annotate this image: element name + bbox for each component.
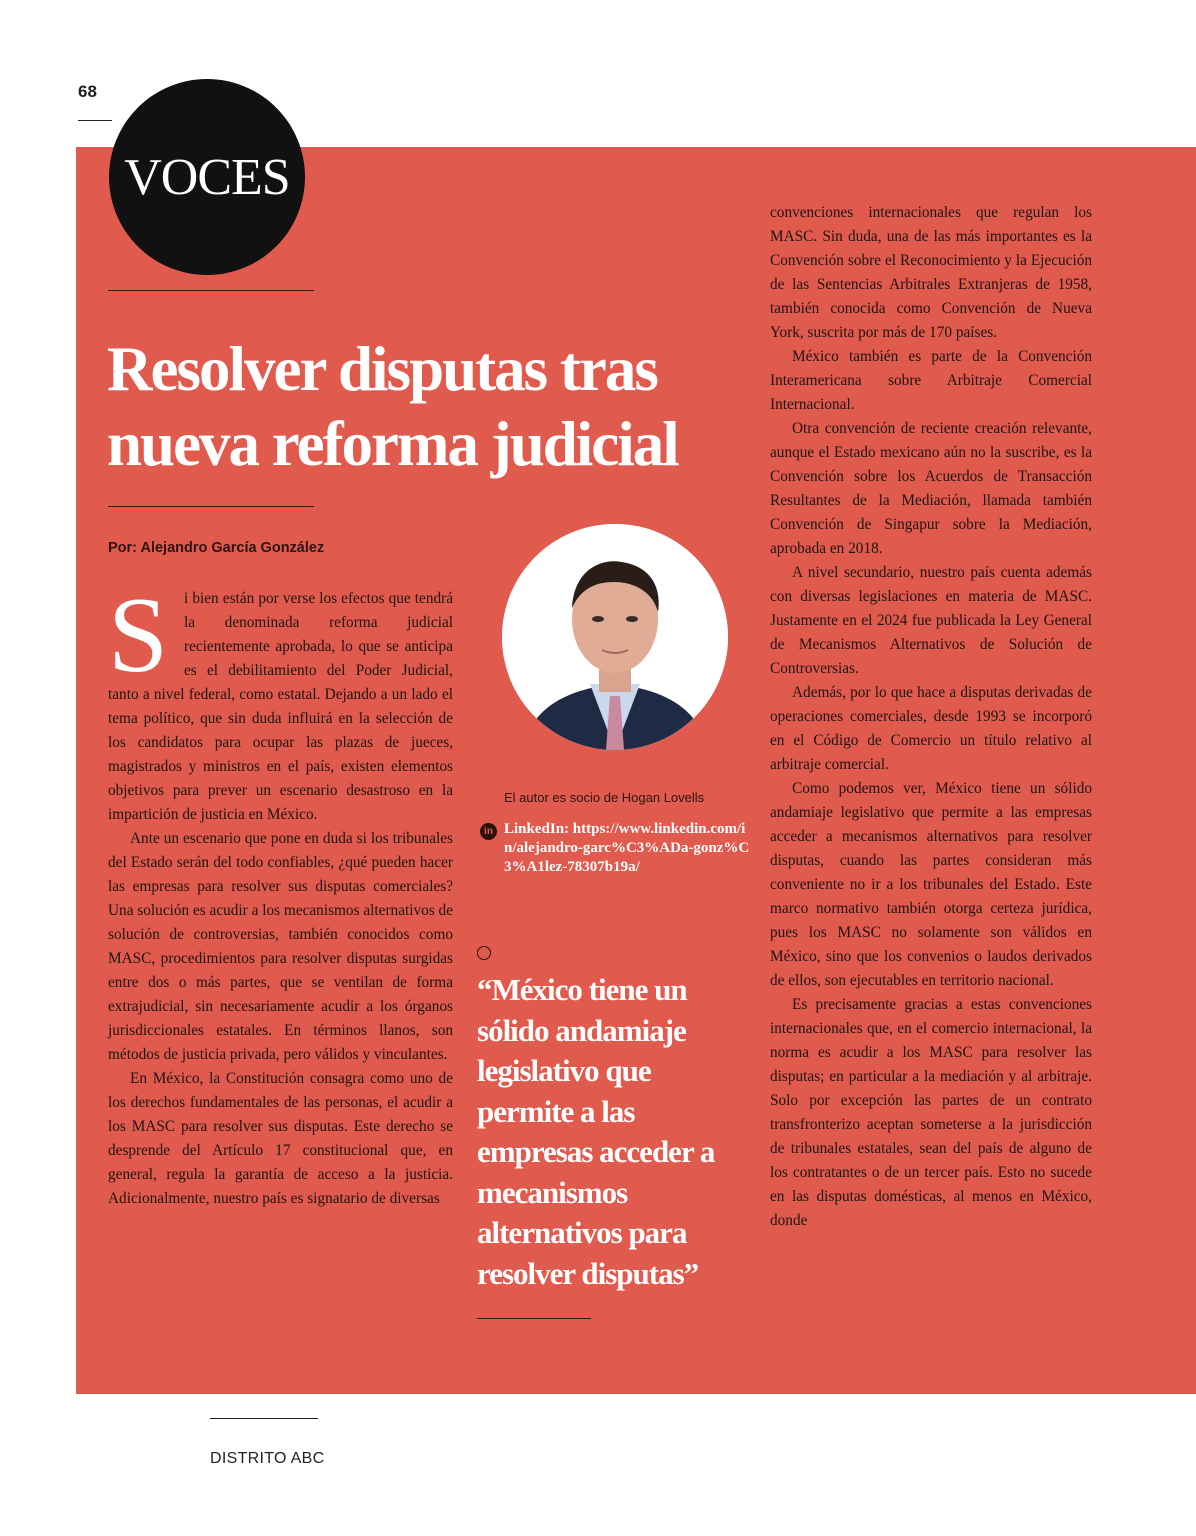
article-title: Resolver disputas tras nueva reforma judicial [107, 334, 678, 479]
drop-cap: S [108, 576, 169, 695]
article-column-right [770, 201, 1092, 1233]
paragraph: En México, la Constitución consagra como uno de los derechos fundamentales de las personas, el acudir a los MASC para resolver sus disputas. Este derecho se desprende del Artículo 17 constitucional que, en general, regula la garantía de acceso a la justicia. Adicionalmente, nuestro país es signatario de diversas [108, 1070, 453, 1207]
byline: Por: Alejandro García González [108, 540, 325, 556]
pull-quote-rule [477, 1318, 591, 1319]
header-rule [78, 120, 112, 121]
title-bottom-rule [108, 506, 314, 507]
paragraph: Es precisamente gracias a estas convenciones internacionales que, en el comercio internacional, la norma es acudir a los MASC para resolver las disputas; en particular a la mediación y al arbitraje. Solo por excepción las partes de un contrato transfronterizo aceptan someterse a la jurisdicción de tribunales estatales, sean del país de alguno de los contratantes o de un tercer país. Esto no sucede en las disputas domésticas, al menos en México, donde [770, 996, 1092, 1229]
author-photo [502, 524, 728, 750]
page-number: 68 [78, 82, 97, 101]
paragraph: convenciones internacionales que regulan los MASC. Sin duda, una de las más importantes es la Convención sobre el Reconocimiento y la Ejecución de las Sentencias Arbitrales Extranjeras de 1958, también conocida como Convención de Nueva York, suscrita por más de 170 países. [770, 204, 1092, 341]
paragraph: Como podemos ver, México tiene un sólido andamiaje legislativo que permite a las empresas acceder a mecanismos alternativos para resolver disputas, cuando las partes consideran más conveniente no ir a los tribunales del Estado. Este marco normativo también otorga certeza jurídica, pues los MASC no solamente son válidos en México, sino que los convenios o laudos derivados de ellos, son ejecutables en territorio nacional. [770, 780, 1092, 989]
paragraph: Ante un escenario que pone en duda si los tribunales del Estado serán del todo confiables, ¿qué pueden hacer las empresas para resolver sus disputas comerciales? Una solución es acudir a los mecanismos alternativos de solución de controversias, también conocidos como MASC, procedimientos para resolver disputas surgidas entre dos o más partes, que se ventilan de forma extrajudicial, sin necesariamente acudir a los órganos jurisdiccionales estatales. En términos llanos, son métodos de justicia privada, pero válidos y vinculantes. [108, 830, 453, 1063]
paragraph: México también es parte de la Convención Interamericana sobre Arbitraje Comercial Internacional. [770, 348, 1092, 413]
paragraph [108, 576, 453, 827]
paragraph: A nivel secundario, nuestro país cuenta además con diversas legislaciones en materia de MASC. Justamente en el 2024 fue publicada la Ley General de Mecanismos Alternativos de Solución de Controversias. [770, 564, 1092, 677]
section-badge [109, 79, 305, 275]
author-portrait-image [502, 524, 728, 750]
pull-quote: “México tiene un sólido andamiaje legislativo que permite a las empresas acceder a mecanismos alternativos para resolver disputas” [477, 972, 715, 1291]
title-top-rule [108, 290, 314, 291]
footer-rule [210, 1418, 318, 1419]
quote-bullet-icon [477, 946, 491, 960]
linkedin-block [480, 820, 750, 877]
linkedin-icon: in [480, 823, 497, 840]
article-column-left [108, 576, 453, 1211]
photo-caption: El autor es socio de Hogan Lovells [504, 790, 705, 805]
publication-name: DISTRITO ABC [210, 1450, 325, 1467]
paragraph: Otra convención de reciente creación relevante, aunque el Estado mexicano aún no la suscribe, es la Convención sobre los Acuerdos de Transacción Resultantes de la Mediación, llamada también Convención de Singapur sobre la Mediación, aprobada en 2018. [770, 420, 1092, 557]
paragraph: Además, por lo que hace a disputas derivadas de operaciones comerciales, desde 1993 se incorporó en el Código de Comercio un título relativo al arbitraje comercial. [770, 684, 1092, 773]
linkedin-link[interactable]: LinkedIn: https://www.linkedin.com/in/alejandro-garc%C3%ADa-gonz%C3%A1lez-78307b19a/ [504, 821, 750, 875]
section-label: VOCES [124, 148, 290, 206]
paragraph-text: i bien están por verse los efectos que tendrá la denominada reforma judicial recientemente aprobada, lo que se anticipa es el debilitamiento del Poder Judicial, tanto a nivel federal, como estatal. Dejando a un lado el tema político, que sin duda influirá en la selección de los candidatos para ocupar las plazas de jueces, magistrados y ministros en el país, existen elementos objetivos para prever un escenario desastroso en la impartición de justicia en México. [108, 590, 453, 823]
